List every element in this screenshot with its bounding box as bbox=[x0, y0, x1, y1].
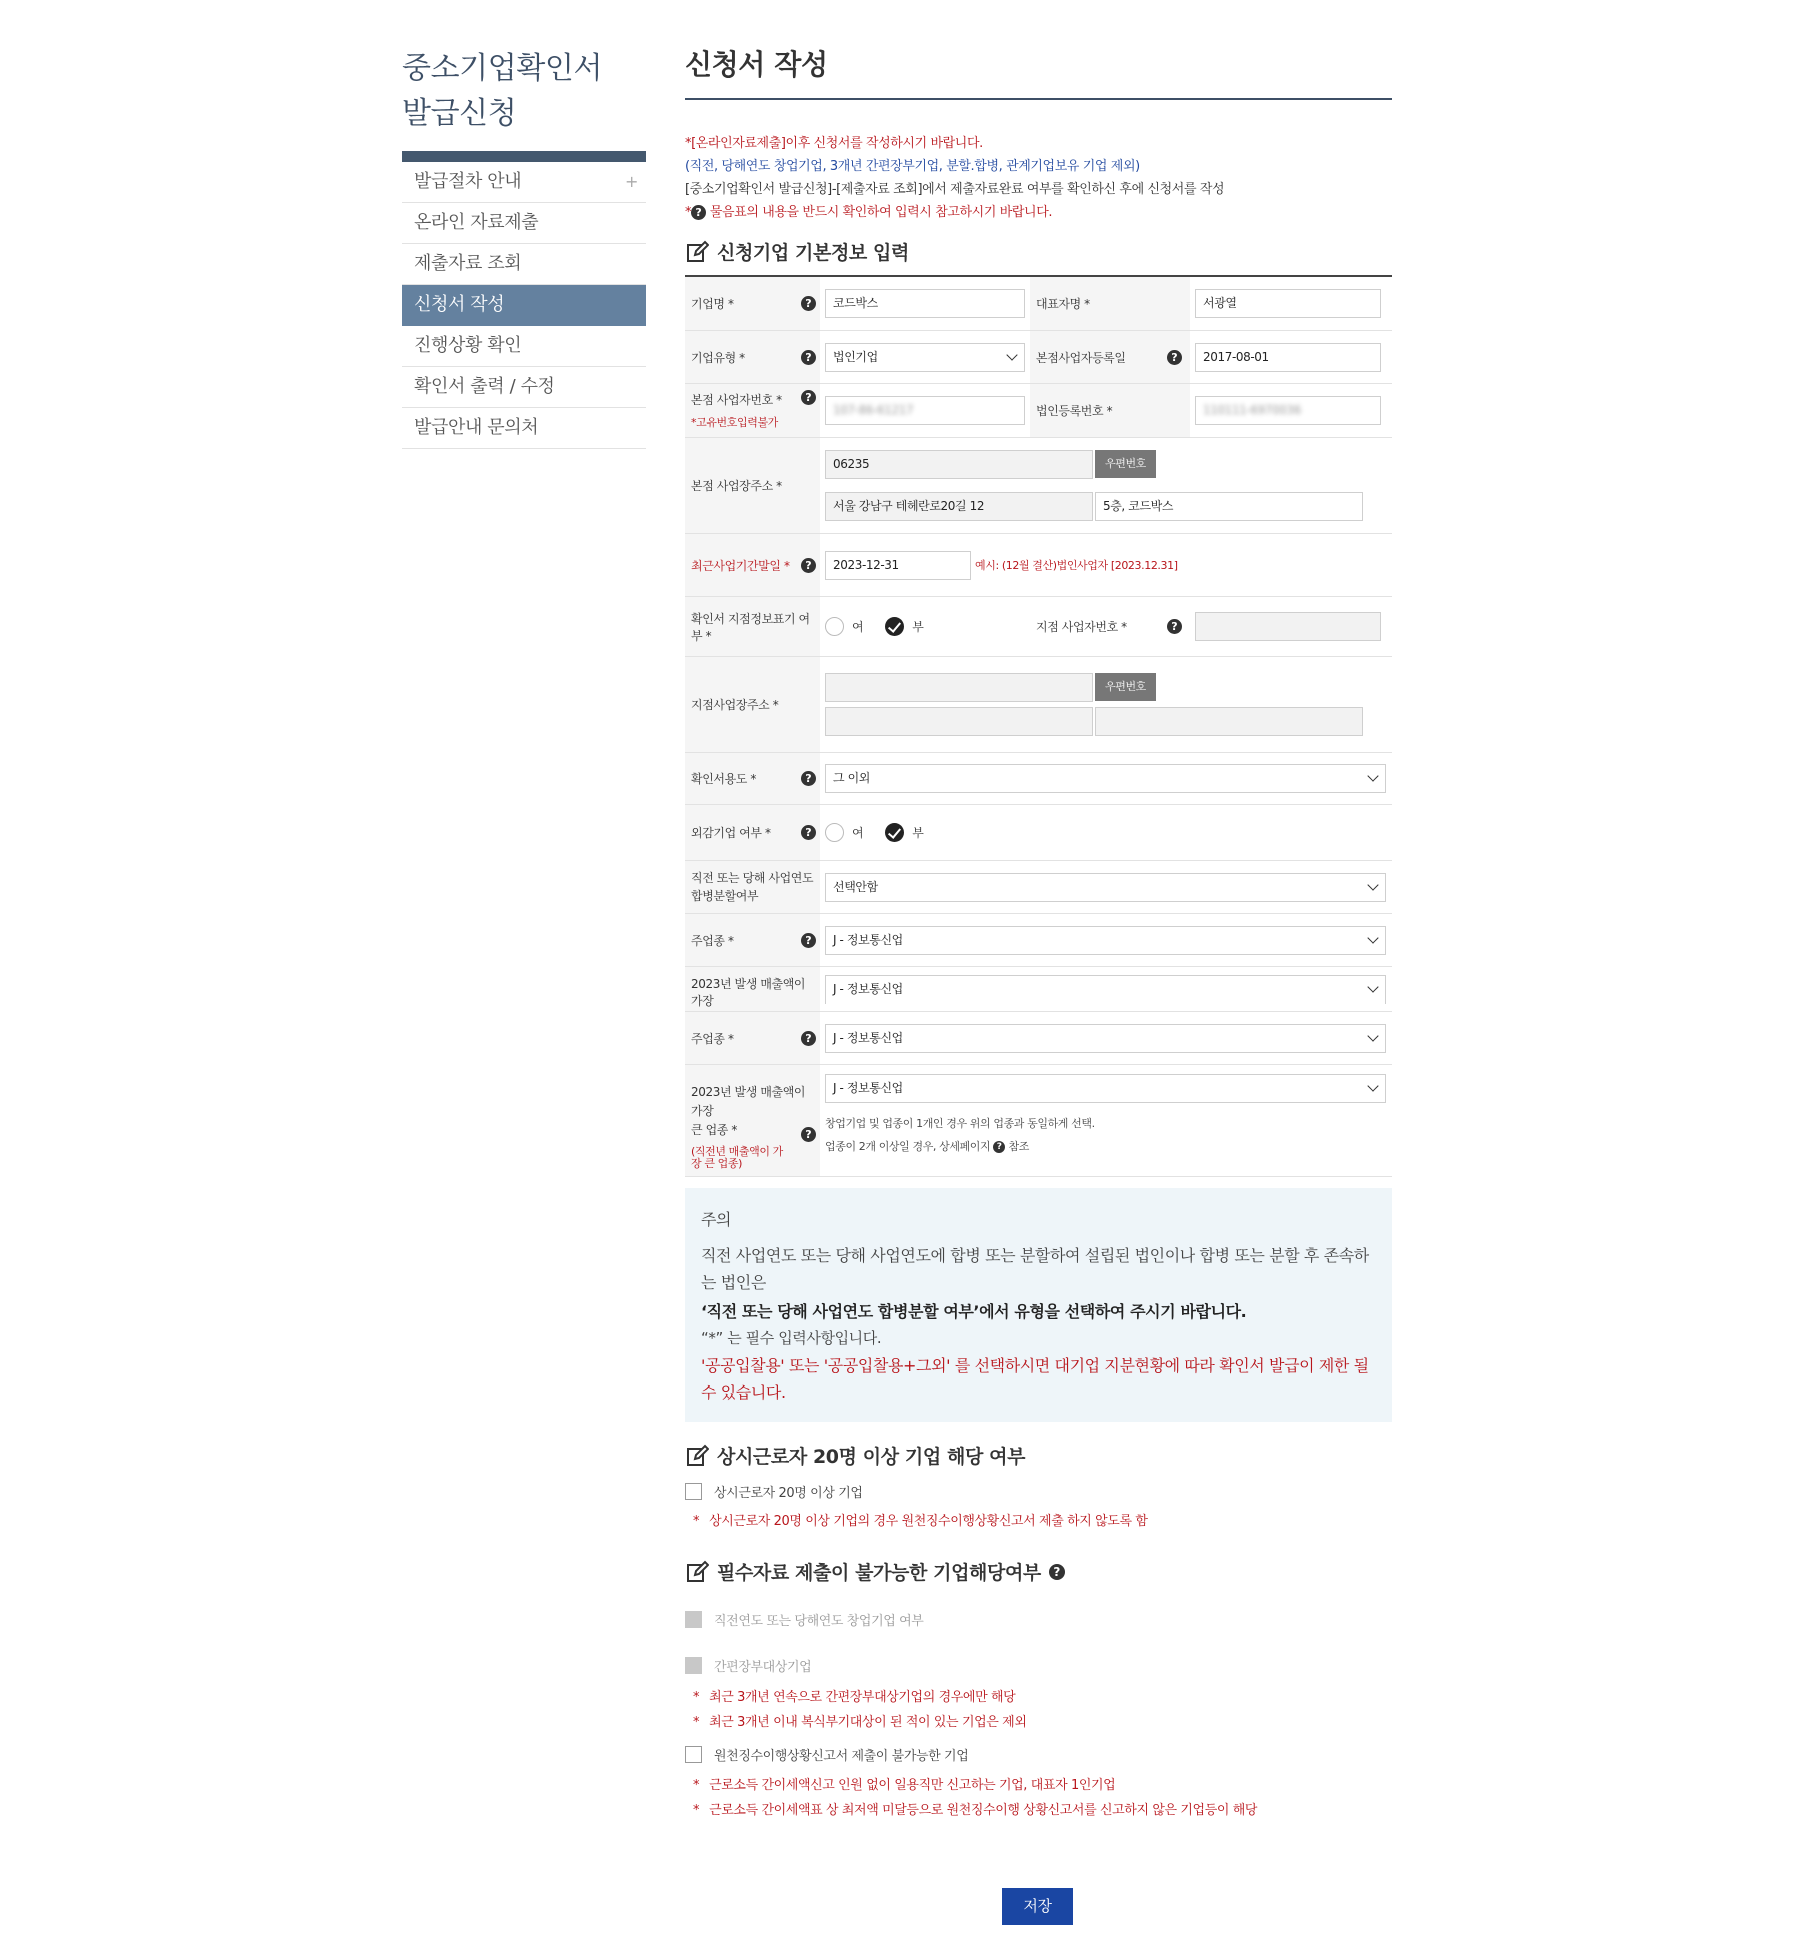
withholding-checkbox-row[interactable]: 원천징수이행상황신고서 제출이 불가능한 기업 bbox=[685, 1745, 1392, 1764]
main-industry2-select[interactable]: J - 정보통신업 bbox=[825, 1024, 1386, 1053]
company-name-input[interactable]: 코드박스 bbox=[825, 289, 1025, 318]
question-icon[interactable]: ? bbox=[1167, 350, 1182, 365]
question-icon[interactable]: ? bbox=[801, 933, 816, 948]
form-row: 확인서용도 * ? 그 이외 bbox=[685, 753, 1392, 805]
sidebar-divider bbox=[402, 151, 646, 162]
company-type-select[interactable]: 법인기업 bbox=[825, 343, 1025, 372]
required-note: * 최근 3개년 연속으로 간편장부대상기업의 경우에만 해당 bbox=[693, 1690, 1016, 1705]
startup-checkbox bbox=[685, 1611, 702, 1628]
question-icon: ? bbox=[691, 205, 706, 220]
required-note: * 근로소득 간이세액신고 인원 없이 일용직만 신고하는 기업, 대표자 1인기업 bbox=[693, 1778, 1116, 1793]
section-title-workers: 상시근로자 20명 이상 기업 해당 여부 bbox=[685, 1442, 1392, 1469]
question-icon[interactable]: ? bbox=[1167, 619, 1182, 634]
sidebar-item-submitted-lookup[interactable]: 제출자료 조회 bbox=[402, 244, 646, 285]
question-icon[interactable]: ? bbox=[801, 1127, 816, 1142]
branch-address2-input[interactable] bbox=[1095, 707, 1363, 736]
hq-address2-input[interactable]: 5층, 코드박스 bbox=[1095, 492, 1363, 521]
section-title-required: 필수자료 제출이 불가능한 기업해당여부 ? bbox=[685, 1558, 1392, 1585]
chevron-down-icon bbox=[1367, 1030, 1378, 1041]
basic-info-form bbox=[685, 275, 1392, 1177]
workers-note: * 상시근로자 20명 이상 기업의 경우 원천징수이행상황신고서 제출 하지 않도록 함 bbox=[693, 1514, 1148, 1529]
form-row: 기업유형 * ? 법인기업 본점사업자등록일 ? 2017-08-01 bbox=[685, 331, 1392, 384]
rep-name-input[interactable]: 서광열 bbox=[1195, 289, 1381, 318]
branch-display-no-radio[interactable]: 부 bbox=[885, 617, 923, 636]
question-icon[interactable]: ? bbox=[801, 1031, 816, 1046]
edit-icon bbox=[685, 240, 709, 264]
form-row: 최근사업기간말일 * ? 2023-12-31 예시: (12월 결산)법인사업자 [2023.12.31] bbox=[685, 534, 1392, 597]
form-row: 직전 또는 당해 사업연도 합병분할여부 선택안함 bbox=[685, 861, 1392, 914]
sidebar-item-contact[interactable]: 발급안내 문의처 bbox=[402, 408, 646, 449]
main-industry-select[interactable]: J - 정보통신업 bbox=[825, 926, 1386, 955]
form-row: 2023년 발생 매출액이 가장 J - 정보통신업 bbox=[685, 967, 1392, 1012]
main-content bbox=[685, 40, 1392, 1823]
form-row: 지점사업장주소 * 우편번호 bbox=[685, 657, 1392, 753]
form-row: 주업종 * ? J - 정보통신업 bbox=[685, 914, 1392, 967]
caution-box: 주의 직전 사업연도 또는 당해 사업연도에 합병 또는 분할하여 설립된 법인이나 합병 또는 분할 후 존속하는 법인은 ‘직전 또는 당해 사업연도 합병분할 여부’에서 유형을 선택하여 주시기 바랍니다. “*” 는 필수 입력사항입니다. '공공입찰용' 또는 '공공입찰용+그외' 를 선택하시면 대기업 지분현황에 따라 확인서 발급이 제한 될 수 있습니다. bbox=[685, 1188, 1392, 1422]
sidebar-item-progress[interactable]: 진행상황 확인 bbox=[402, 326, 646, 367]
purpose-select[interactable]: 그 이외 bbox=[825, 764, 1386, 793]
form-row: 외감기업 여부 * ? 여 부 bbox=[685, 805, 1392, 861]
sidebar-item-application[interactable]: 신청서 작성 bbox=[402, 285, 646, 326]
workers-checkbox-row[interactable]: 상시근로자 20명 이상 기업 bbox=[685, 1482, 1392, 1501]
branch-address1-input[interactable] bbox=[825, 707, 1093, 736]
question-icon[interactable]: ? bbox=[801, 771, 816, 786]
question-icon[interactable]: ? bbox=[801, 296, 816, 311]
notice: *[온라인자료제출]이후 신청서를 작성하시기 바랍니다. (직전, 당해연도 창업기업, 3개년 간편장부기업, 분할.합병, 관계기업보유 기업 제외) [중소기업확인서 발급신청]-[제출자료 조회]에서 제출자료완료 여부를 확인하신 후에 신청서를 작성 * ? 물음표의 내용을 반드시 확인하여 입력시 참고하시기 바랍니다. bbox=[685, 136, 1225, 220]
foreign-yes-radio[interactable]: 여 bbox=[825, 823, 863, 842]
zip-search-button[interactable]: 우편번호 bbox=[1095, 450, 1156, 478]
startup-checkbox-row: 직전연도 또는 당해연도 창업기업 여부 bbox=[685, 1610, 1392, 1629]
edit-icon bbox=[685, 1560, 709, 1584]
question-icon[interactable]: ? bbox=[993, 1141, 1005, 1153]
merger-select[interactable]: 선택안함 bbox=[825, 873, 1386, 902]
corp-reg-no-input[interactable]: 110111-6970036 bbox=[1195, 396, 1381, 425]
chevron-down-icon bbox=[1367, 879, 1378, 890]
sidebar-item-print[interactable]: 확인서 출력 / 수정 bbox=[402, 367, 646, 408]
hq-address1-input[interactable]: 서울 강남구 테헤란로20길 12 bbox=[825, 492, 1093, 521]
hq-reg-date-input[interactable]: 2017-08-01 bbox=[1195, 343, 1381, 372]
question-icon[interactable]: ? bbox=[801, 558, 816, 573]
simple-ledger-checkbox-row: 간편장부대상기업 bbox=[685, 1656, 1392, 1675]
chevron-down-icon bbox=[1367, 932, 1378, 943]
branch-zip-search-button[interactable]: 우편번호 bbox=[1095, 673, 1156, 701]
page-title: 신청서 작성 bbox=[685, 40, 1392, 100]
question-icon[interactable]: ? bbox=[801, 825, 816, 840]
hq-zip-input[interactable]: 06235 bbox=[825, 450, 1093, 479]
form-row: 주업종 * ? J - 정보통신업 bbox=[685, 1012, 1392, 1065]
section-title-basic-info: 신청기업 기본정보 입력 bbox=[685, 238, 1392, 265]
withholding-checkbox[interactable] bbox=[685, 1746, 702, 1763]
required-note: * 근로소득 간이세액표 상 최저액 미달등으로 원천징수이행 상황신고서를 신고하지 않은 기업등이 해당 bbox=[693, 1803, 1258, 1818]
question-icon[interactable]: ? bbox=[1049, 1564, 1065, 1580]
workers-checkbox[interactable] bbox=[685, 1483, 702, 1500]
hq-biz-no-input[interactable]: 107-86-61217 bbox=[825, 396, 1025, 425]
chevron-down-icon bbox=[1367, 1080, 1378, 1091]
form-row: 본점 사업장주소 * 06235 우편번호 서울 강남구 테헤란로20길 12 5층, 코드박스 bbox=[685, 438, 1392, 534]
save-button[interactable]: 저장 bbox=[1002, 1888, 1073, 1925]
question-icon[interactable]: ? bbox=[801, 390, 816, 405]
sidebar-item-procedure[interactable]: 발급절차 안내 + bbox=[402, 162, 646, 203]
sidebar-title: 중소기업확인서 발급신청 bbox=[402, 51, 603, 131]
edit-icon bbox=[685, 1444, 709, 1468]
foreign-no-radio[interactable]: 부 bbox=[885, 823, 923, 842]
chevron-down-icon bbox=[1006, 349, 1017, 360]
plus-icon[interactable]: + bbox=[624, 172, 638, 191]
question-icon[interactable]: ? bbox=[801, 350, 816, 365]
chevron-down-icon bbox=[1367, 770, 1378, 781]
branch-display-yes-radio[interactable]: 여 bbox=[825, 617, 863, 636]
form-row: 확인서 지점정보표기 여부 * 여 부 지점 사업자번호 * ? bbox=[685, 597, 1392, 657]
branch-biz-no-input[interactable] bbox=[1195, 612, 1381, 641]
top-sales-select[interactable]: J - 정보통신업 bbox=[825, 975, 1386, 1004]
top-sales-big-select[interactable]: J - 정보통신업 bbox=[825, 1074, 1386, 1103]
form-row: 본점 사업자번호 * *고유번호입력불가 ? 107-86-61217 법인등록번호 * 110111-6970036 bbox=[685, 384, 1392, 438]
form-row: 2023년 발생 매출액이 가장 큰 업종 * (직전년 매출액이 가장 큰 업종) ? J - 정보통신업 창업기업 및 업종이 1개인 경우 위의 업종과 동일하게 선택. 업종이 2개 이상일 경우, 상세페이지 ? 참조 bbox=[685, 1065, 1392, 1177]
branch-zip-input[interactable] bbox=[825, 673, 1093, 702]
form-row: 기업명 * ? 코드박스 대표자명 * 서광열 bbox=[685, 277, 1392, 331]
sidebar-item-online-submit[interactable]: 온라인 자료제출 bbox=[402, 203, 646, 244]
sidebar-menu bbox=[402, 162, 646, 449]
sidebar bbox=[402, 46, 646, 449]
simple-ledger-checkbox bbox=[685, 1657, 702, 1674]
required-note: * 최근 3개년 이내 복식부기대상이 된 적이 있는 기업은 제외 bbox=[693, 1715, 1027, 1730]
chevron-down-icon bbox=[1367, 981, 1378, 992]
fiscal-end-input[interactable]: 2023-12-31 bbox=[825, 551, 971, 580]
